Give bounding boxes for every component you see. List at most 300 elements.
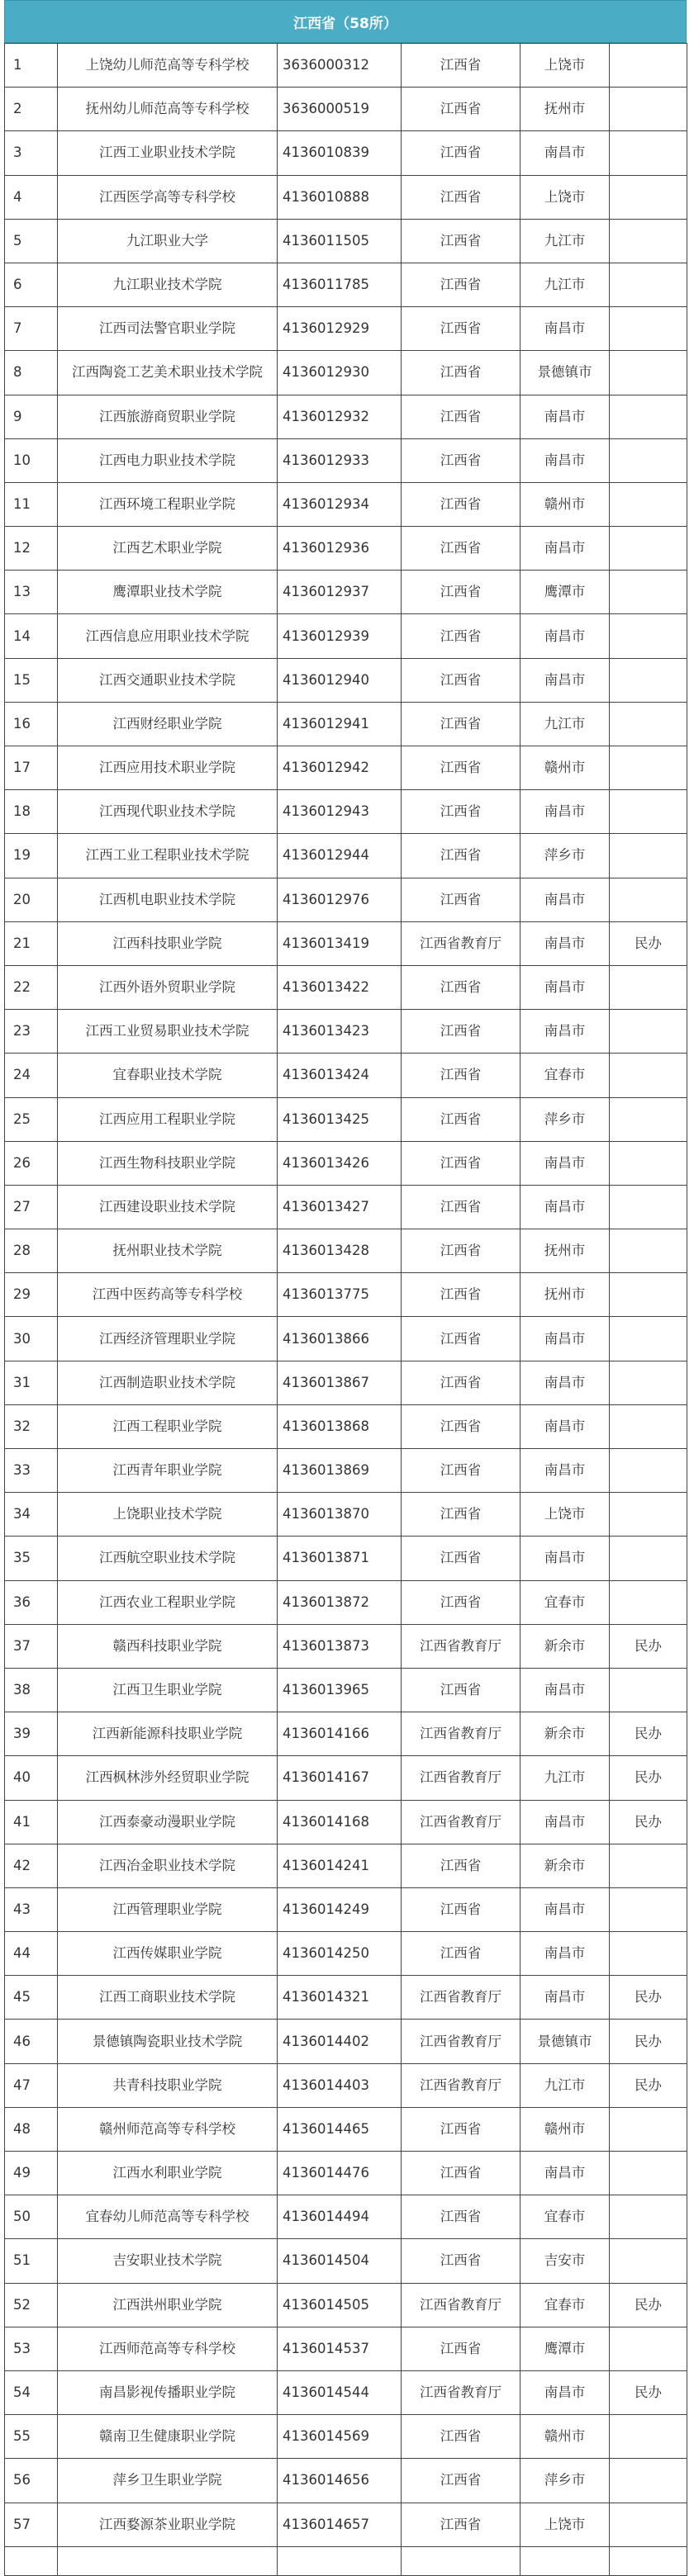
department-cell: 江西省教育厅 [402, 2370, 520, 2414]
school-code-cell: 4136014403 [278, 2063, 402, 2107]
row-number-cell: 15 [5, 658, 58, 702]
city-cell: 鹰潭市 [520, 2327, 610, 2370]
school-name-cell: 江西工业职业技术学院 [58, 131, 278, 175]
note-cell [610, 1932, 687, 1976]
note-cell [610, 1361, 687, 1404]
department-cell: 江西省 [402, 1010, 520, 1054]
school-code-cell: 3636000519 [278, 88, 402, 131]
note-cell [610, 2239, 687, 2283]
school-code-cell: 4136013775 [278, 1273, 402, 1317]
city-cell: 南昌市 [520, 1887, 610, 1931]
school-name-cell: 抚州职业技术学院 [58, 1229, 278, 1273]
school-name-cell: 江西制造职业技术学院 [58, 1361, 278, 1404]
school-code-cell: 4136013867 [278, 1361, 402, 1404]
school-name-cell: 江西工业工程职业技术学院 [58, 834, 278, 878]
school-code-cell: 4136014241 [278, 1844, 402, 1887]
table-row [5, 1624, 687, 1668]
row-number-cell: 33 [5, 1449, 58, 1493]
note-cell [610, 1317, 687, 1361]
note-cell [610, 88, 687, 131]
table-row [5, 1449, 687, 1493]
department-cell: 江西省 [402, 2415, 520, 2459]
school-code-cell: 4136014494 [278, 2195, 402, 2239]
department-cell: 江西省 [402, 1185, 520, 1229]
table-row [5, 1273, 687, 1317]
department-cell [402, 2546, 520, 2575]
city-cell: 赣州市 [520, 482, 610, 526]
school-name-cell: 江西新能源科技职业学院 [58, 1712, 278, 1756]
table-row [5, 88, 687, 131]
note-cell [610, 1185, 687, 1229]
row-number-cell: 43 [5, 1887, 58, 1931]
department-cell: 江西省 [402, 131, 520, 175]
school-code-cell: 4136013866 [278, 1317, 402, 1361]
school-name-cell: 江西财经职业学院 [58, 702, 278, 746]
school-name-cell: 吉安职业技术学院 [58, 2239, 278, 2283]
table-row [5, 395, 687, 438]
note-cell [610, 658, 687, 702]
city-cell: 南昌市 [520, 790, 610, 834]
table-row [5, 2239, 687, 2283]
city-cell: 南昌市 [520, 614, 610, 658]
city-cell: 宜春市 [520, 1580, 610, 1624]
department-cell: 江西省 [402, 219, 520, 263]
school-code-cell: 4136013872 [278, 1580, 402, 1624]
table-row [5, 921, 687, 965]
city-cell: 上饶市 [520, 175, 610, 219]
row-number-cell: 49 [5, 2152, 58, 2195]
department-cell: 江西省 [402, 263, 520, 306]
department-cell: 江西省 [402, 351, 520, 395]
school-code-cell: 4136012941 [278, 702, 402, 746]
table-row [5, 1668, 687, 1712]
school-name-cell: 九江职业大学 [58, 219, 278, 263]
row-number-cell: 56 [5, 2459, 58, 2503]
school-name-cell: 景德镇陶瓷职业技术学院 [58, 2020, 278, 2063]
row-number-cell: 3 [5, 131, 58, 175]
row-number-cell: 53 [5, 2327, 58, 2370]
table-row [5, 2152, 687, 2195]
department-cell: 江西省 [402, 2195, 520, 2239]
department-cell: 江西省 [402, 1537, 520, 1580]
row-number-cell: 39 [5, 1712, 58, 1756]
city-cell: 新余市 [520, 1844, 610, 1887]
row-number-cell: 4 [5, 175, 58, 219]
department-cell: 江西省 [402, 1844, 520, 1887]
city-cell: 宜春市 [520, 2195, 610, 2239]
note-cell [610, 1844, 687, 1887]
city-cell: 南昌市 [520, 438, 610, 482]
department-cell: 江西省 [402, 438, 520, 482]
table-row [5, 1844, 687, 1887]
table-title: 江西省（58所） [4, 0, 687, 43]
row-number-cell: 31 [5, 1361, 58, 1404]
department-cell: 江西省教育厅 [402, 1976, 520, 2020]
table-row [5, 1010, 687, 1054]
department-cell: 江西省 [402, 878, 520, 921]
note-cell [610, 878, 687, 921]
table-row [5, 2415, 687, 2459]
department-cell: 江西省 [402, 1229, 520, 1273]
note-cell [610, 131, 687, 175]
note-cell [610, 965, 687, 1009]
school-code-cell: 4136014537 [278, 2327, 402, 2370]
note-cell: 民办 [610, 921, 687, 965]
row-number-cell: 44 [5, 1932, 58, 1976]
school-code-cell: 4136014250 [278, 1932, 402, 1976]
note-cell [610, 438, 687, 482]
note-cell [610, 1493, 687, 1537]
row-number-cell: 25 [5, 1097, 58, 1141]
table-row [5, 2459, 687, 2503]
note-cell [610, 175, 687, 219]
row-number-cell: 52 [5, 2283, 58, 2327]
city-cell: 抚州市 [520, 1273, 610, 1317]
row-number-cell: 11 [5, 482, 58, 526]
school-name-cell: 江西科技职业学院 [58, 921, 278, 965]
school-code-cell: 4136011505 [278, 219, 402, 263]
row-number-cell: 48 [5, 2107, 58, 2151]
row-number-cell: 7 [5, 307, 58, 351]
city-cell: 南昌市 [520, 1668, 610, 1712]
school-code-cell: 4136013428 [278, 1229, 402, 1273]
department-cell: 江西省 [402, 1054, 520, 1097]
row-number-cell: 1 [5, 44, 58, 88]
city-cell: 抚州市 [520, 88, 610, 131]
school-name-cell: 抚州幼儿师范高等专科学校 [58, 88, 278, 131]
department-cell: 江西省 [402, 1449, 520, 1493]
school-name-cell: 江西司法警官职业学院 [58, 307, 278, 351]
row-number-cell: 30 [5, 1317, 58, 1361]
note-cell [610, 1537, 687, 1580]
table-row [5, 219, 687, 263]
note-cell [610, 1229, 687, 1273]
table-row [5, 658, 687, 702]
city-cell: 南昌市 [520, 1361, 610, 1404]
note-cell [610, 1010, 687, 1054]
department-cell: 江西省 [402, 2327, 520, 2370]
school-name-cell: 江西婺源茶业职业学院 [58, 2503, 278, 2546]
table-row [5, 1317, 687, 1361]
city-cell: 赣州市 [520, 2415, 610, 2459]
city-cell: 南昌市 [520, 658, 610, 702]
school-code-cell: 4136014465 [278, 2107, 402, 2151]
department-cell: 江西省教育厅 [402, 2020, 520, 2063]
school-name-cell: 江西环境工程职业学院 [58, 482, 278, 526]
note-cell [610, 482, 687, 526]
school-code-cell: 4136012929 [278, 307, 402, 351]
note-cell [610, 263, 687, 306]
school-code-cell [278, 2546, 402, 2575]
city-cell: 萍乡市 [520, 1097, 610, 1141]
row-number-cell: 45 [5, 1976, 58, 2020]
row-number-cell: 55 [5, 2415, 58, 2459]
note-cell: 民办 [610, 2370, 687, 2414]
row-number-cell: 10 [5, 438, 58, 482]
city-cell: 九江市 [520, 263, 610, 306]
city-cell: 九江市 [520, 702, 610, 746]
note-cell [610, 2546, 687, 2575]
table-row [5, 965, 687, 1009]
school-code-cell: 4136013427 [278, 1185, 402, 1229]
department-cell: 江西省 [402, 658, 520, 702]
note-cell [610, 2327, 687, 2370]
row-number-cell: 38 [5, 1668, 58, 1712]
school-name-cell: 鹰潭职业技术学院 [58, 571, 278, 614]
note-cell [610, 1404, 687, 1448]
school-code-cell: 4136010839 [278, 131, 402, 175]
table-row [5, 175, 687, 219]
school-code-cell: 4136014476 [278, 2152, 402, 2195]
school-code-cell: 4136010888 [278, 175, 402, 219]
school-name-cell: 江西传媒职业学院 [58, 1932, 278, 1976]
school-name-cell: 江西机电职业技术学院 [58, 878, 278, 921]
school-code-cell: 4136013424 [278, 1054, 402, 1097]
school-code-cell: 4136012933 [278, 438, 402, 482]
school-code-cell: 4136013423 [278, 1010, 402, 1054]
note-cell: 民办 [610, 1800, 687, 1844]
department-cell: 江西省 [402, 1887, 520, 1931]
row-number-cell: 6 [5, 263, 58, 306]
table-row [5, 2195, 687, 2239]
department-cell: 江西省教育厅 [402, 921, 520, 965]
school-name-cell: 江西工商职业技术学院 [58, 1976, 278, 2020]
note-cell: 民办 [610, 2020, 687, 2063]
table-row [5, 702, 687, 746]
school-name-cell: 江西洪州职业学院 [58, 2283, 278, 2327]
school-code-cell: 4136014544 [278, 2370, 402, 2414]
school-code-cell: 4136014321 [278, 1976, 402, 2020]
table-row [5, 482, 687, 526]
school-name-cell: 江西工程职业学院 [58, 1404, 278, 1448]
school-code-cell: 4136013870 [278, 1493, 402, 1537]
city-cell: 南昌市 [520, 1010, 610, 1054]
department-cell: 江西省 [402, 1932, 520, 1976]
city-cell: 鹰潭市 [520, 571, 610, 614]
city-cell: 上饶市 [520, 44, 610, 88]
school-name-cell: 萍乡卫生职业学院 [58, 2459, 278, 2503]
row-number-cell: 2 [5, 88, 58, 131]
city-cell: 南昌市 [520, 307, 610, 351]
school-code-cell: 4136014402 [278, 2020, 402, 2063]
table-row [5, 263, 687, 306]
department-cell: 江西省教育厅 [402, 2063, 520, 2107]
table-row [5, 2327, 687, 2370]
row-number-cell: 51 [5, 2239, 58, 2283]
school-code-cell: 4136012937 [278, 571, 402, 614]
school-code-cell: 4136013869 [278, 1449, 402, 1493]
school-name-cell: 江西陶瓷工艺美术职业技术学院 [58, 351, 278, 395]
table-row [5, 307, 687, 351]
table-row [5, 1800, 687, 1844]
department-cell: 江西省教育厅 [402, 1712, 520, 1756]
note-cell [610, 307, 687, 351]
city-cell: 南昌市 [520, 1976, 610, 2020]
table-row [5, 438, 687, 482]
department-cell: 江西省 [402, 614, 520, 658]
department-cell: 江西省 [402, 1361, 520, 1404]
note-cell [610, 1887, 687, 1931]
school-name-cell: 江西工业贸易职业技术学院 [58, 1010, 278, 1054]
department-cell: 江西省 [402, 175, 520, 219]
school-name-cell: 江西电力职业技术学院 [58, 438, 278, 482]
note-cell [610, 219, 687, 263]
department-cell: 江西省 [402, 527, 520, 571]
note-cell [610, 1668, 687, 1712]
school-name-cell: 江西交通职业技术学院 [58, 658, 278, 702]
school-name-cell: 江西信息应用职业技术学院 [58, 614, 278, 658]
department-cell: 江西省 [402, 2107, 520, 2151]
table-row [5, 1361, 687, 1404]
school-code-cell: 4136013419 [278, 921, 402, 965]
school-name-cell: 江西旅游商贸职业学院 [58, 395, 278, 438]
note-cell [610, 2459, 687, 2503]
table-row [5, 2063, 687, 2107]
table-row [5, 614, 687, 658]
school-name-cell: 江西医学高等专科学校 [58, 175, 278, 219]
note-cell [610, 351, 687, 395]
table-row-truncated [5, 2546, 687, 2575]
table-row [5, 2283, 687, 2327]
department-cell: 江西省 [402, 482, 520, 526]
table-row [5, 131, 687, 175]
note-cell [610, 702, 687, 746]
department-cell: 江西省 [402, 1580, 520, 1624]
school-name-cell: 赣州师范高等专科学校 [58, 2107, 278, 2151]
department-cell: 江西省 [402, 2503, 520, 2546]
school-name-cell: 江西建设职业技术学院 [58, 1185, 278, 1229]
school-name-cell [58, 2546, 278, 2575]
school-name-cell: 江西中医药高等专科学校 [58, 1273, 278, 1317]
city-cell: 新余市 [520, 1712, 610, 1756]
city-cell: 南昌市 [520, 1404, 610, 1448]
department-cell: 江西省教育厅 [402, 1756, 520, 1800]
row-number-cell: 34 [5, 1493, 58, 1537]
row-number-cell: 8 [5, 351, 58, 395]
city-cell: 宜春市 [520, 2283, 610, 2327]
row-number-cell: 40 [5, 1756, 58, 1800]
school-code-cell: 4136014657 [278, 2503, 402, 2546]
school-code-cell: 4136012976 [278, 878, 402, 921]
row-number-cell: 20 [5, 878, 58, 921]
department-cell: 江西省 [402, 1668, 520, 1712]
note-cell [610, 2415, 687, 2459]
school-code-cell: 4136014505 [278, 2283, 402, 2327]
note-cell [610, 1097, 687, 1141]
row-number-cell: 41 [5, 1800, 58, 1844]
department-cell: 江西省 [402, 2152, 520, 2195]
department-cell: 江西省 [402, 746, 520, 790]
table-row [5, 1185, 687, 1229]
row-number-cell: 47 [5, 2063, 58, 2107]
row-number-cell: 46 [5, 2020, 58, 2063]
table-row [5, 1141, 687, 1185]
table-row [5, 1712, 687, 1756]
table-row [5, 1404, 687, 1448]
city-cell: 上饶市 [520, 1493, 610, 1537]
school-code-cell: 4136013425 [278, 1097, 402, 1141]
school-code-cell: 4136012930 [278, 351, 402, 395]
school-code-cell: 3636000312 [278, 44, 402, 88]
note-cell [610, 1449, 687, 1493]
note-cell [610, 834, 687, 878]
department-cell: 江西省教育厅 [402, 1800, 520, 1844]
note-cell: 民办 [610, 1976, 687, 2020]
department-cell: 江西省 [402, 307, 520, 351]
table-row [5, 834, 687, 878]
department-cell: 江西省 [402, 965, 520, 1009]
school-name-cell: 共青科技职业学院 [58, 2063, 278, 2107]
city-cell: 九江市 [520, 2063, 610, 2107]
note-cell: 民办 [610, 2063, 687, 2107]
city-cell: 南昌市 [520, 527, 610, 571]
note-cell [610, 790, 687, 834]
row-number-cell: 23 [5, 1010, 58, 1054]
table-row [5, 1976, 687, 2020]
school-name-cell: 江西外语外贸职业学院 [58, 965, 278, 1009]
school-name-cell: 江西艺术职业学院 [58, 527, 278, 571]
row-number-cell: 35 [5, 1537, 58, 1580]
city-cell: 南昌市 [520, 1449, 610, 1493]
school-code-cell: 4136013422 [278, 965, 402, 1009]
note-cell [610, 1580, 687, 1624]
table-row [5, 1756, 687, 1800]
note-cell [610, 1054, 687, 1097]
city-cell [520, 2546, 610, 2575]
school-code-cell: 4136012942 [278, 746, 402, 790]
city-cell: 南昌市 [520, 2152, 610, 2195]
row-number-cell: 36 [5, 1580, 58, 1624]
school-name-cell: 上饶职业技术学院 [58, 1493, 278, 1537]
school-name-cell: 九江职业技术学院 [58, 263, 278, 306]
city-cell: 南昌市 [520, 1537, 610, 1580]
school-code-cell: 4136014504 [278, 2239, 402, 2283]
city-cell: 南昌市 [520, 131, 610, 175]
row-number-cell: 17 [5, 746, 58, 790]
school-code-cell: 4136014167 [278, 1756, 402, 1800]
note-cell [610, 527, 687, 571]
row-number-cell: 16 [5, 702, 58, 746]
note-cell: 民办 [610, 1756, 687, 1800]
city-cell: 景德镇市 [520, 2020, 610, 2063]
row-number-cell: 13 [5, 571, 58, 614]
note-cell [610, 2195, 687, 2239]
school-code-cell: 4136012936 [278, 527, 402, 571]
school-name-cell: 江西冶金职业技术学院 [58, 1844, 278, 1887]
department-cell: 江西省 [402, 790, 520, 834]
note-cell: 民办 [610, 2283, 687, 2327]
school-name-cell: 江西生物科技职业学院 [58, 1141, 278, 1185]
city-cell: 南昌市 [520, 1141, 610, 1185]
city-cell: 赣州市 [520, 2107, 610, 2151]
city-cell: 宜春市 [520, 1054, 610, 1097]
row-number-cell: 27 [5, 1185, 58, 1229]
city-cell: 九江市 [520, 219, 610, 263]
row-number-cell: 18 [5, 790, 58, 834]
department-cell: 江西省 [402, 2239, 520, 2283]
school-code-cell: 4136011785 [278, 263, 402, 306]
table-row [5, 351, 687, 395]
school-name-cell: 江西管理职业学院 [58, 1887, 278, 1931]
department-cell: 江西省 [402, 44, 520, 88]
department-cell: 江西省 [402, 1493, 520, 1537]
school-name-cell: 宜春职业技术学院 [58, 1054, 278, 1097]
school-code-cell: 4136013873 [278, 1624, 402, 1668]
table-row [5, 1887, 687, 1931]
school-name-cell: 江西卫生职业学院 [58, 1668, 278, 1712]
city-cell: 南昌市 [520, 965, 610, 1009]
table-row [5, 2503, 687, 2546]
